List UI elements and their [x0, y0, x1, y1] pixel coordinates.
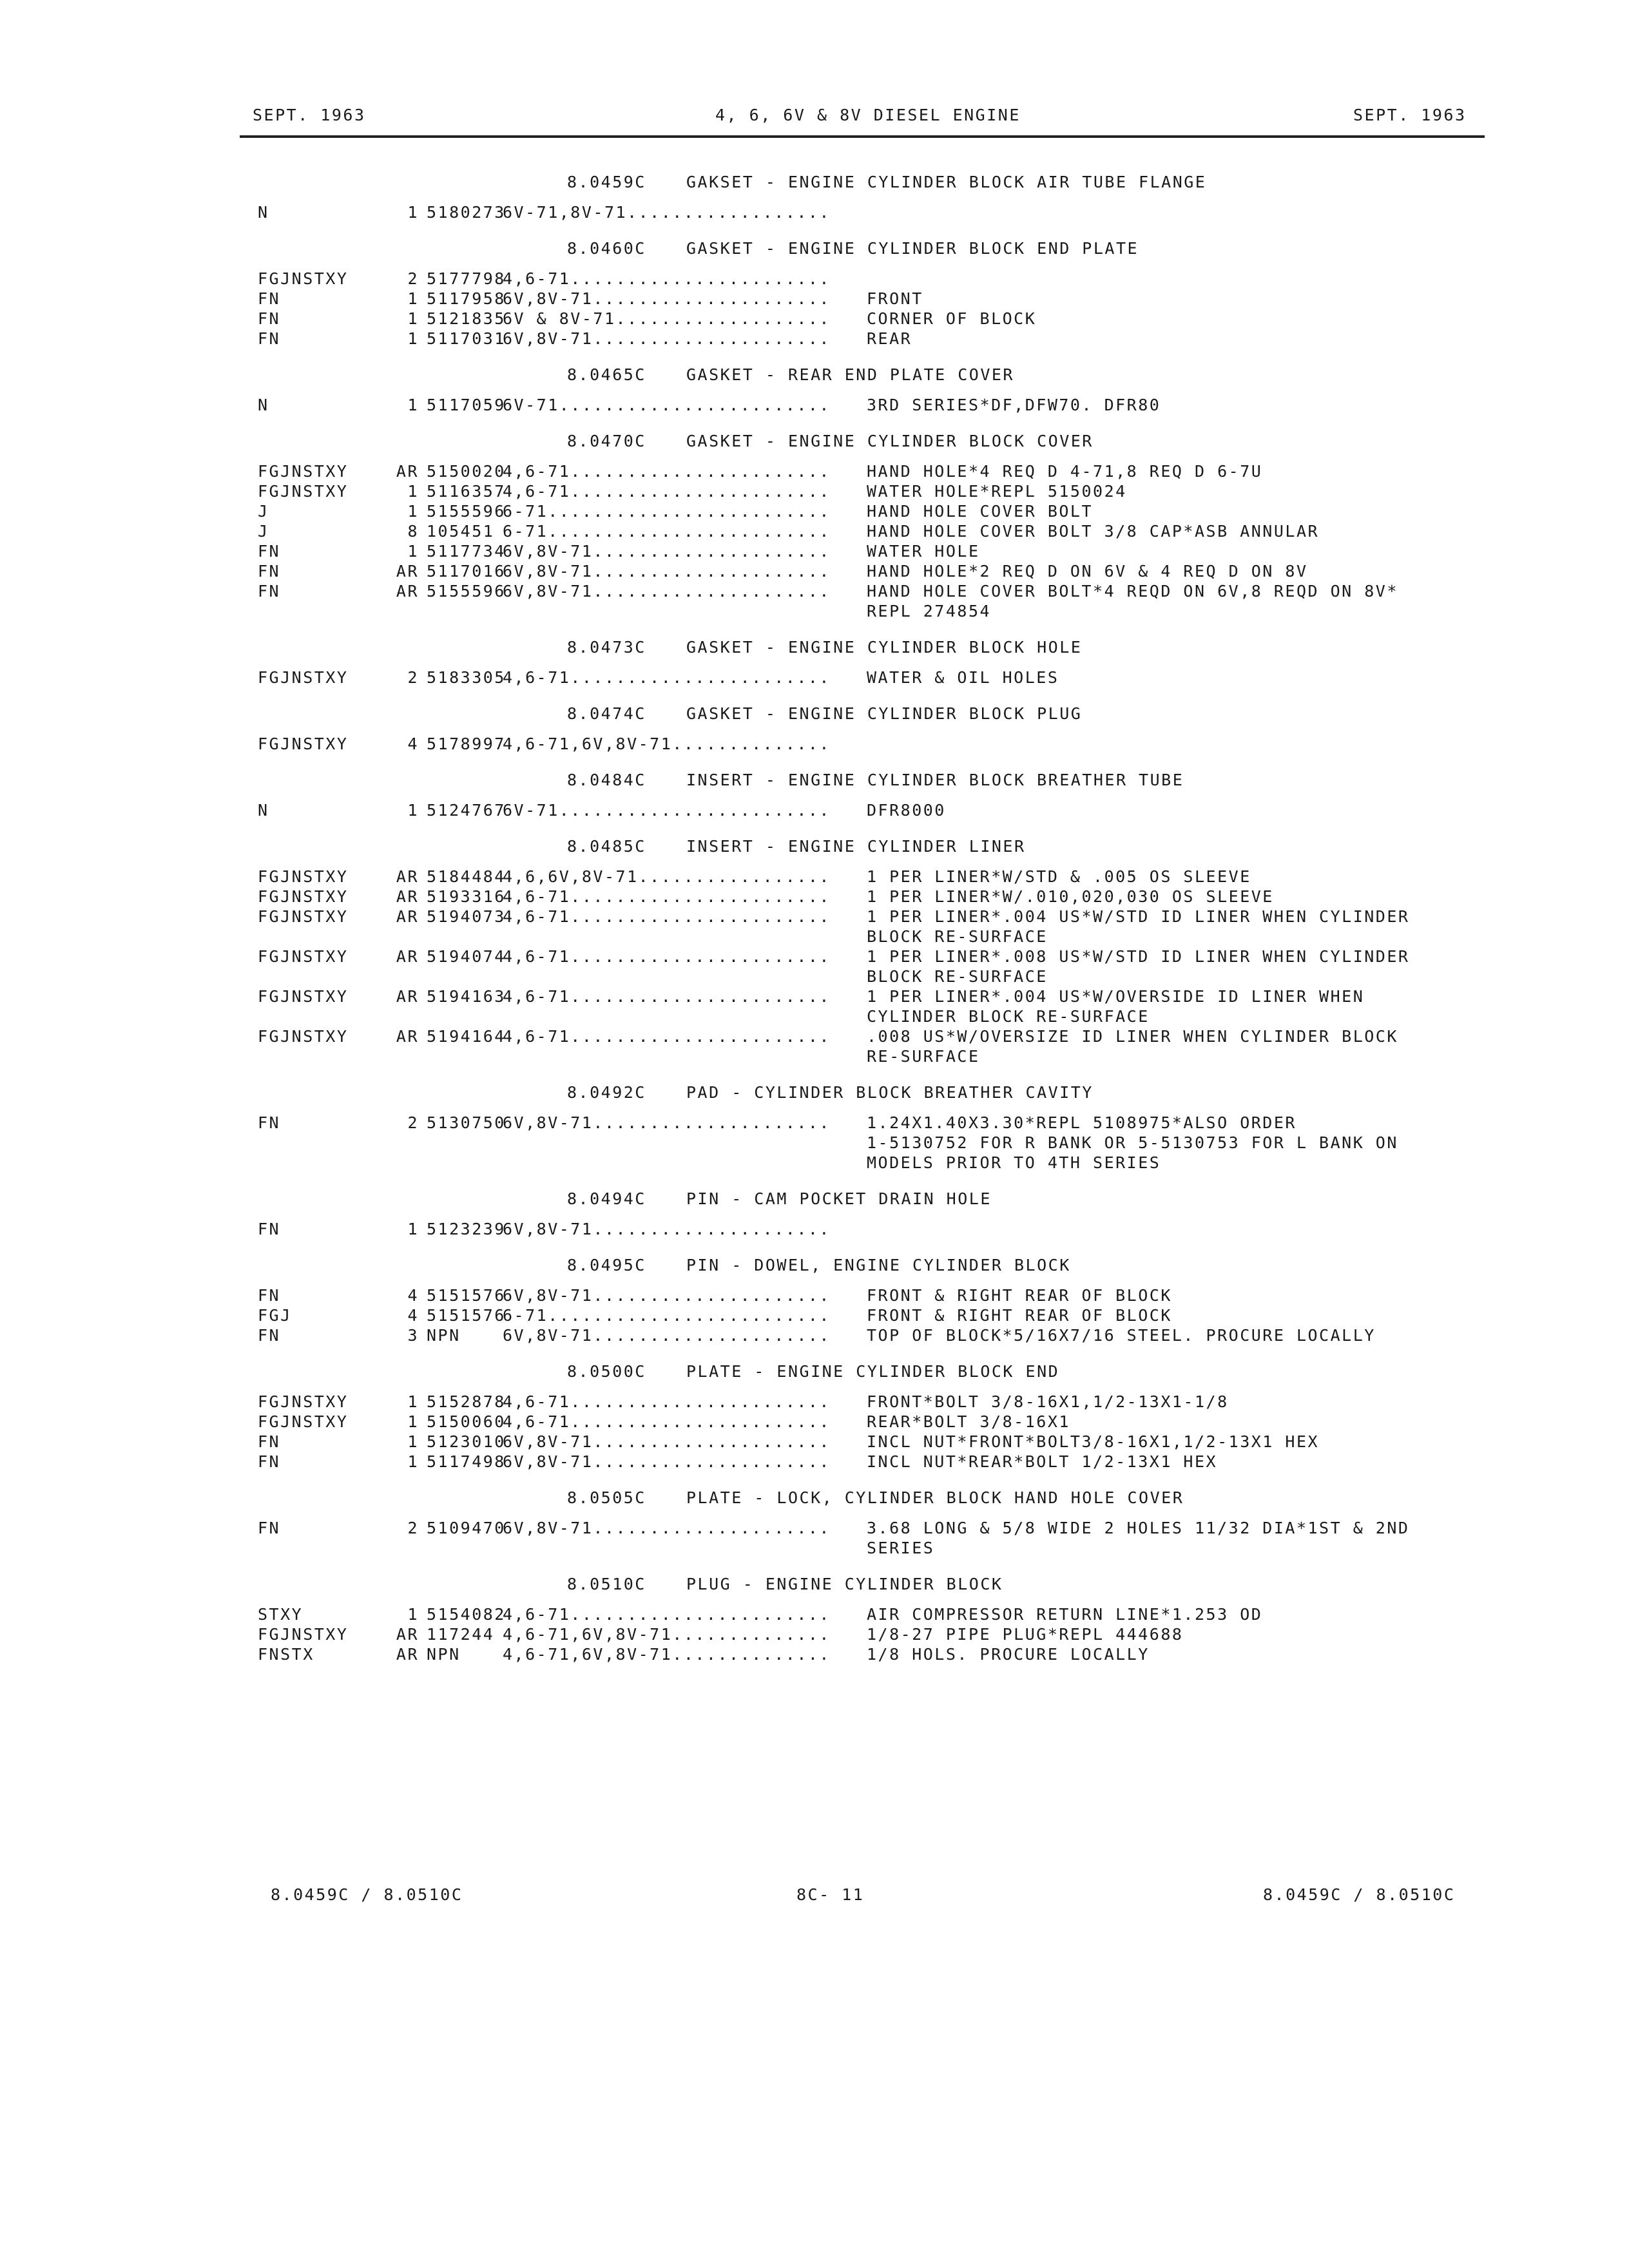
part-number: 5109470: [427, 1519, 506, 1537]
part-number: 5123010: [427, 1432, 506, 1451]
engine-application: 4,6-71.......................: [503, 462, 831, 481]
engine-application: 6V,8V-71.....................: [503, 1220, 831, 1238]
remarks: 1 PER LINER*.004 US*W/STD ID LINER WHEN CYLINDER BLOCK RE-SURFACE: [867, 907, 1410, 946]
remarks: HAND HOLE COVER BOLT*4 REQD ON 6V,8 REQD ON 8V* REPL 274854: [867, 582, 1398, 620]
model-codes: FN: [258, 562, 281, 581]
quantity: 1: [407, 329, 419, 348]
quantity: AR: [396, 867, 419, 886]
part-number: 5130750: [427, 1113, 506, 1132]
part-number: 5183305: [427, 668, 506, 687]
engine-application: 4,6-71.......................: [503, 482, 831, 501]
model-codes: FGJNSTXY: [258, 947, 349, 966]
section-heading: [567, 1179, 1521, 1219]
model-codes: N: [258, 203, 269, 222]
parts-section: [258, 1245, 1521, 1345]
remarks: .008 US*W/OVERSIZE ID LINER WHEN CYLINDER BLOCK RE-SURFACE: [867, 1027, 1398, 1066]
parts-section: [258, 1179, 1521, 1239]
quantity: 1: [407, 1605, 419, 1624]
remarks: WATER HOLE: [867, 542, 980, 561]
section-heading: [567, 1564, 1521, 1604]
part-row: [258, 521, 1521, 541]
part-row: [258, 1518, 1521, 1558]
part-number: 5117059: [427, 396, 506, 414]
part-number: NPN: [427, 1645, 461, 1664]
engine-application: 4,6-71.......................: [503, 1605, 831, 1624]
part-number: NPN: [427, 1326, 461, 1345]
remarks: [867, 1219, 1518, 1239]
part-number: 5155596: [427, 502, 506, 521]
part-row: [258, 1285, 1521, 1305]
section-title: PIN - CAM POCKET DRAIN HOLE: [686, 1189, 992, 1208]
model-codes: FN: [258, 542, 281, 561]
engine-application: 6V,8V-71.....................: [503, 329, 831, 348]
model-codes: FGJNSTXY: [258, 867, 349, 886]
model-codes: J: [258, 502, 269, 521]
part-row: [258, 561, 1521, 581]
quantity: 2: [407, 269, 419, 288]
quantity: 1: [407, 1432, 419, 1451]
engine-application: 4,6-71.......................: [503, 1027, 831, 1046]
part-number: 5194074: [427, 947, 506, 966]
engine-application: 4,6-71.......................: [503, 269, 831, 288]
part-number: 5116357: [427, 482, 506, 501]
model-codes: FNSTX: [258, 1645, 314, 1664]
part-row: [258, 947, 1521, 986]
model-codes: FN: [258, 1519, 281, 1537]
remarks: [867, 734, 1518, 754]
engine-application: 4,6-71.......................: [503, 1392, 831, 1411]
model-codes: FGJNSTXY: [258, 1625, 349, 1644]
section-title: PAD - CYLINDER BLOCK BREATHER CAVITY: [686, 1083, 1094, 1102]
section-number: 8.0474C: [567, 704, 646, 723]
remarks: CORNER OF BLOCK: [867, 309, 1037, 328]
model-codes: FGJNSTXY: [258, 482, 349, 501]
section-title: GASKET - ENGINE CYLINDER BLOCK HOLE: [686, 638, 1083, 657]
model-codes: FGJ: [258, 1306, 292, 1325]
engine-application: 4,6-71,6V,8V-71..............: [503, 1645, 831, 1664]
quantity: AR: [396, 562, 419, 581]
part-row: [258, 541, 1521, 561]
model-codes: N: [258, 396, 269, 414]
section-title: GASKET - ENGINE CYLINDER BLOCK COVER: [686, 432, 1094, 450]
engine-application: 4,6-71.......................: [503, 907, 831, 926]
part-number: 5123239: [427, 1220, 506, 1238]
section-title: PLATE - ENGINE CYLINDER BLOCK END: [686, 1362, 1060, 1381]
remarks: 3.68 LONG & 5/8 WIDE 2 HOLES 11/32 DIA*1ST & 2ND SERIES: [867, 1519, 1410, 1557]
section-heading: [567, 421, 1521, 461]
part-row: [258, 1305, 1521, 1325]
model-codes: FGJNSTXY: [258, 269, 349, 288]
part-row: [258, 1432, 1521, 1452]
part-number: 5117734: [427, 542, 506, 561]
engine-application: 6V,8V-71.....................: [503, 1113, 831, 1132]
remarks: HAND HOLE*2 REQ D ON 6V & 4 REQ D ON 8V: [867, 562, 1308, 581]
model-codes: FGJNSTXY: [258, 735, 349, 753]
part-number: 5193316: [427, 887, 506, 906]
part-row: [258, 1412, 1521, 1432]
section-heading: [567, 628, 1521, 668]
section-title: INSERT - ENGINE CYLINDER LINER: [686, 837, 1026, 856]
model-codes: J: [258, 522, 269, 541]
footer-range-right: 8.0459C / 8.0510C: [1263, 1885, 1456, 1904]
part-number: 5124767: [427, 801, 506, 820]
section-heading: [567, 229, 1521, 269]
part-number: 5151576: [427, 1286, 506, 1305]
quantity: 1: [407, 203, 419, 222]
quantity: 1: [407, 482, 419, 501]
model-codes: FN: [258, 329, 281, 348]
part-row: [258, 986, 1521, 1026]
part-number: 5177798: [427, 269, 506, 288]
parts-section: [258, 1073, 1521, 1173]
parts-section: [258, 421, 1521, 621]
section-number: 8.0465C: [567, 365, 646, 384]
model-codes: FGJNSTXY: [258, 1027, 349, 1046]
quantity: 1: [407, 1412, 419, 1431]
part-number: 5152878: [427, 1392, 506, 1411]
quantity: 1: [407, 502, 419, 521]
section-heading: [567, 1245, 1521, 1285]
part-number: 5117498: [427, 1452, 506, 1471]
header-rule: [240, 135, 1485, 138]
header-date-right: SEPT. 1963: [1353, 106, 1467, 124]
section-number: 8.0470C: [567, 432, 646, 450]
part-row: [258, 581, 1521, 621]
section-number: 8.0460C: [567, 239, 646, 258]
parts-section: [258, 628, 1521, 687]
remarks: 1 PER LINER*.008 US*W/STD ID LINER WHEN CYLINDER BLOCK RE-SURFACE: [867, 947, 1410, 986]
part-row: [258, 1644, 1521, 1664]
part-row: [258, 1604, 1521, 1624]
model-codes: FN: [258, 1113, 281, 1132]
engine-application: 6V-71........................: [503, 801, 831, 820]
remarks: WATER & OIL HOLES: [867, 668, 1059, 687]
model-codes: FN: [258, 582, 281, 601]
footer-range-left: 8.0459C / 8.0510C: [271, 1885, 463, 1904]
part-number: 5150020: [427, 462, 506, 481]
section-number: 8.0485C: [567, 837, 646, 856]
parts-section: [258, 827, 1521, 1066]
model-codes: FGJNSTXY: [258, 1392, 349, 1411]
model-codes: FN: [258, 1286, 281, 1305]
engine-application: 6V,8V-71.....................: [503, 289, 831, 308]
remarks: AIR COMPRESSOR RETURN LINE*1.253 OD: [867, 1605, 1263, 1624]
remarks: DFR8000: [867, 801, 946, 820]
quantity: 2: [407, 1113, 419, 1132]
engine-application: 6-71.........................: [503, 522, 831, 541]
remarks: INCL NUT*REAR*BOLT 1/2-13X1 HEX: [867, 1452, 1218, 1471]
remarks: HAND HOLE COVER BOLT: [867, 502, 1094, 521]
part-row: [258, 1392, 1521, 1412]
engine-application: 6V,8V-71.....................: [503, 542, 831, 561]
engine-application: 6V & 8V-71...................: [503, 309, 831, 328]
section-number: 8.0505C: [567, 1488, 646, 1507]
remarks: FRONT & RIGHT REAR OF BLOCK: [867, 1306, 1172, 1325]
section-title: PLATE - LOCK, CYLINDER BLOCK HAND HOLE COVER: [686, 1488, 1184, 1507]
section-heading: [567, 694, 1521, 734]
quantity: 1: [407, 801, 419, 820]
section-title: PIN - DOWEL, ENGINE CYLINDER BLOCK: [686, 1256, 1071, 1274]
remarks: FRONT: [867, 289, 923, 308]
engine-application: 4,6-71.......................: [503, 668, 831, 687]
engine-application: 6V,8V-71.....................: [503, 1452, 831, 1471]
part-number: 5155596: [427, 582, 506, 601]
parts-section: [258, 162, 1521, 222]
section-heading: [567, 1478, 1521, 1518]
model-codes: FGJNSTXY: [258, 668, 349, 687]
part-row: [258, 202, 1521, 222]
part-number: 5117031: [427, 329, 506, 348]
part-number: 5178997: [427, 735, 506, 753]
quantity: AR: [396, 1027, 419, 1046]
remarks: [867, 202, 1518, 222]
section-heading: [567, 827, 1521, 867]
parts-list: [258, 162, 1521, 1671]
engine-application: 4,6-71,6V,8V-71..............: [503, 1625, 831, 1644]
quantity: 1: [407, 396, 419, 414]
remarks: REAR*BOLT 3/8-16X1: [867, 1412, 1070, 1431]
model-codes: FN: [258, 289, 281, 308]
part-number: 5184484: [427, 867, 506, 886]
quantity: 2: [407, 1519, 419, 1537]
part-row: [258, 481, 1521, 501]
quantity: 1: [407, 1220, 419, 1238]
quantity: 2: [407, 668, 419, 687]
quantity: 8: [407, 522, 419, 541]
model-codes: STXY: [258, 1605, 304, 1624]
part-number: 5194073: [427, 907, 506, 926]
remarks: 1 PER LINER*.004 US*W/OVERSIDE ID LINER WHEN CYLINDER BLOCK RE-SURFACE: [867, 987, 1365, 1026]
quantity: 1: [407, 289, 419, 308]
part-number: 5194164: [427, 1027, 506, 1046]
part-number: 5117016: [427, 562, 506, 581]
parts-section: [258, 760, 1521, 820]
quantity: 1: [407, 1392, 419, 1411]
engine-application: 6-71.........................: [503, 1306, 831, 1325]
model-codes: FGJNSTXY: [258, 462, 349, 481]
engine-application: 4,6-71.......................: [503, 987, 831, 1006]
part-row: [258, 907, 1521, 947]
part-row: [258, 800, 1521, 820]
part-row: [258, 289, 1521, 309]
quantity: 3: [407, 1326, 419, 1345]
engine-application: 6-71.........................: [503, 502, 831, 521]
remarks: 1/8 HOLS. PROCURE LOCALLY: [867, 1645, 1150, 1664]
section-heading: [567, 1073, 1521, 1113]
remarks: 1.24X1.40X3.30*REPL 5108975*ALSO ORDER 1-5130752 FOR R BANK OR 5-5130753 FOR L BANK ON MODELS PRIOR TO 4TH SERIES: [867, 1113, 1398, 1172]
part-row: [258, 1026, 1521, 1066]
model-codes: N: [258, 801, 269, 820]
quantity: 1: [407, 1452, 419, 1471]
parts-section: [258, 355, 1521, 415]
section-title: PLUG - ENGINE CYLINDER BLOCK: [686, 1575, 1003, 1593]
remarks: HAND HOLE*4 REQ D 4-71,8 REQ D 6-7U: [867, 462, 1263, 481]
part-row: [258, 668, 1521, 687]
part-row: [258, 501, 1521, 521]
part-number: 5150060: [427, 1412, 506, 1431]
engine-application: 6V,8V-71.....................: [503, 1519, 831, 1537]
model-codes: FN: [258, 309, 281, 328]
parts-section: [258, 229, 1521, 349]
section-heading: [567, 162, 1521, 202]
section-number: 8.0494C: [567, 1189, 646, 1208]
part-number: 5194163: [427, 987, 506, 1006]
quantity: 1: [407, 309, 419, 328]
part-row: [258, 1624, 1521, 1644]
part-row: [258, 867, 1521, 887]
section-number: 8.0484C: [567, 771, 646, 789]
part-row: [258, 734, 1521, 754]
quantity: 4: [407, 735, 419, 753]
section-heading: [567, 760, 1521, 800]
quantity: AR: [396, 462, 419, 481]
engine-application: 6V,8V-71.....................: [503, 1286, 831, 1305]
remarks: 1 PER LINER*W/.010,020,030 OS SLEEVE: [867, 887, 1274, 906]
engine-application: 4,6,6V,8V-71.................: [503, 867, 831, 886]
model-codes: FN: [258, 1326, 281, 1345]
engine-application: 6V,8V-71.....................: [503, 1432, 831, 1451]
model-codes: FN: [258, 1220, 281, 1238]
part-row: [258, 329, 1521, 349]
section-number: 8.0459C: [567, 173, 646, 191]
engine-application: 4,6-71,6V,8V-71..............: [503, 735, 831, 753]
part-row: [258, 461, 1521, 481]
remarks: FRONT*BOLT 3/8-16X1,1/2-13X1-1/8: [867, 1392, 1229, 1411]
part-number: 5151576: [427, 1306, 506, 1325]
header-date-left: SEPT. 1963: [253, 106, 366, 124]
section-title: GASKET - ENGINE CYLINDER BLOCK PLUG: [686, 704, 1083, 723]
section-heading: [567, 1352, 1521, 1392]
quantity: AR: [396, 582, 419, 601]
engine-application: 4,6-71.......................: [503, 887, 831, 906]
part-number: 5180273: [427, 203, 506, 222]
part-number: 5117958: [427, 289, 506, 308]
model-codes: FGJNSTXY: [258, 907, 349, 926]
part-row: [258, 1325, 1521, 1345]
section-title: GAKSET - ENGINE CYLINDER BLOCK AIR TUBE FLANGE: [686, 173, 1207, 191]
section-number: 8.0510C: [567, 1575, 646, 1593]
parts-section: [258, 1352, 1521, 1472]
part-number: 117244: [427, 1625, 495, 1644]
part-number: 5154082: [427, 1605, 506, 1624]
section-number: 8.0492C: [567, 1083, 646, 1102]
part-number: 105451: [427, 522, 495, 541]
part-row: [258, 1219, 1521, 1239]
part-number: 5121835: [427, 309, 506, 328]
quantity: AR: [396, 1625, 419, 1644]
engine-application: 6V,8V-71.....................: [503, 562, 831, 581]
section-number: 8.0495C: [567, 1256, 646, 1274]
section-heading: [567, 355, 1521, 395]
remarks: [867, 269, 1518, 289]
header-title: 4, 6, 6V & 8V DIESEL ENGINE: [715, 106, 1021, 124]
model-codes: FGJNSTXY: [258, 887, 349, 906]
part-row: [258, 269, 1521, 289]
remarks: REAR: [867, 329, 912, 348]
part-row: [258, 309, 1521, 329]
engine-application: 6V-71........................: [503, 396, 831, 414]
quantity: 4: [407, 1306, 419, 1325]
quantity: AR: [396, 947, 419, 966]
footer-page-number: 8C- 11: [796, 1885, 865, 1904]
parts-section: [258, 694, 1521, 754]
section-title: GASKET - ENGINE CYLINDER BLOCK END PLATE: [686, 239, 1139, 258]
parts-section: [258, 1478, 1521, 1558]
engine-application: 4,6-71.......................: [503, 1412, 831, 1431]
quantity: 1: [407, 542, 419, 561]
model-codes: FGJNSTXY: [258, 1412, 349, 1431]
quantity: AR: [396, 907, 419, 926]
model-codes: FGJNSTXY: [258, 987, 349, 1006]
remarks: 1 PER LINER*W/STD & .005 OS SLEEVE: [867, 867, 1251, 886]
section-title: INSERT - ENGINE CYLINDER BLOCK BREATHER TUBE: [686, 771, 1184, 789]
part-row: [258, 887, 1521, 907]
model-codes: FN: [258, 1452, 281, 1471]
part-row: [258, 1452, 1521, 1472]
engine-application: 6V,8V-71.....................: [503, 1326, 831, 1345]
engine-application: 4,6-71.......................: [503, 947, 831, 966]
parts-section: [258, 1564, 1521, 1664]
engine-application: 6V-71,8V-71..................: [503, 203, 831, 222]
section-number: 8.0473C: [567, 638, 646, 657]
remarks: INCL NUT*FRONT*BOLT3/8-16X1,1/2-13X1 HEX: [867, 1432, 1320, 1451]
part-row: [258, 1113, 1521, 1173]
quantity: AR: [396, 1645, 419, 1664]
quantity: AR: [396, 987, 419, 1006]
quantity: 4: [407, 1286, 419, 1305]
engine-application: 6V,8V-71.....................: [503, 582, 831, 601]
model-codes: FN: [258, 1432, 281, 1451]
remarks: HAND HOLE COVER BOLT 3/8 CAP*ASB ANNULAR: [867, 522, 1320, 541]
quantity: AR: [396, 887, 419, 906]
section-title: GASKET - REAR END PLATE COVER: [686, 365, 1014, 384]
part-row: [258, 395, 1521, 415]
remarks: TOP OF BLOCK*5/16X7/16 STEEL. PROCURE LOCALLY: [867, 1326, 1376, 1345]
remarks: 3RD SERIES*DF,DFW70. DFR80: [867, 396, 1161, 414]
remarks: 1/8-27 PIPE PLUG*REPL 444688: [867, 1625, 1184, 1644]
remarks: WATER HOLE*REPL 5150024: [867, 482, 1127, 501]
remarks: FRONT & RIGHT REAR OF BLOCK: [867, 1286, 1172, 1305]
section-number: 8.0500C: [567, 1362, 646, 1381]
